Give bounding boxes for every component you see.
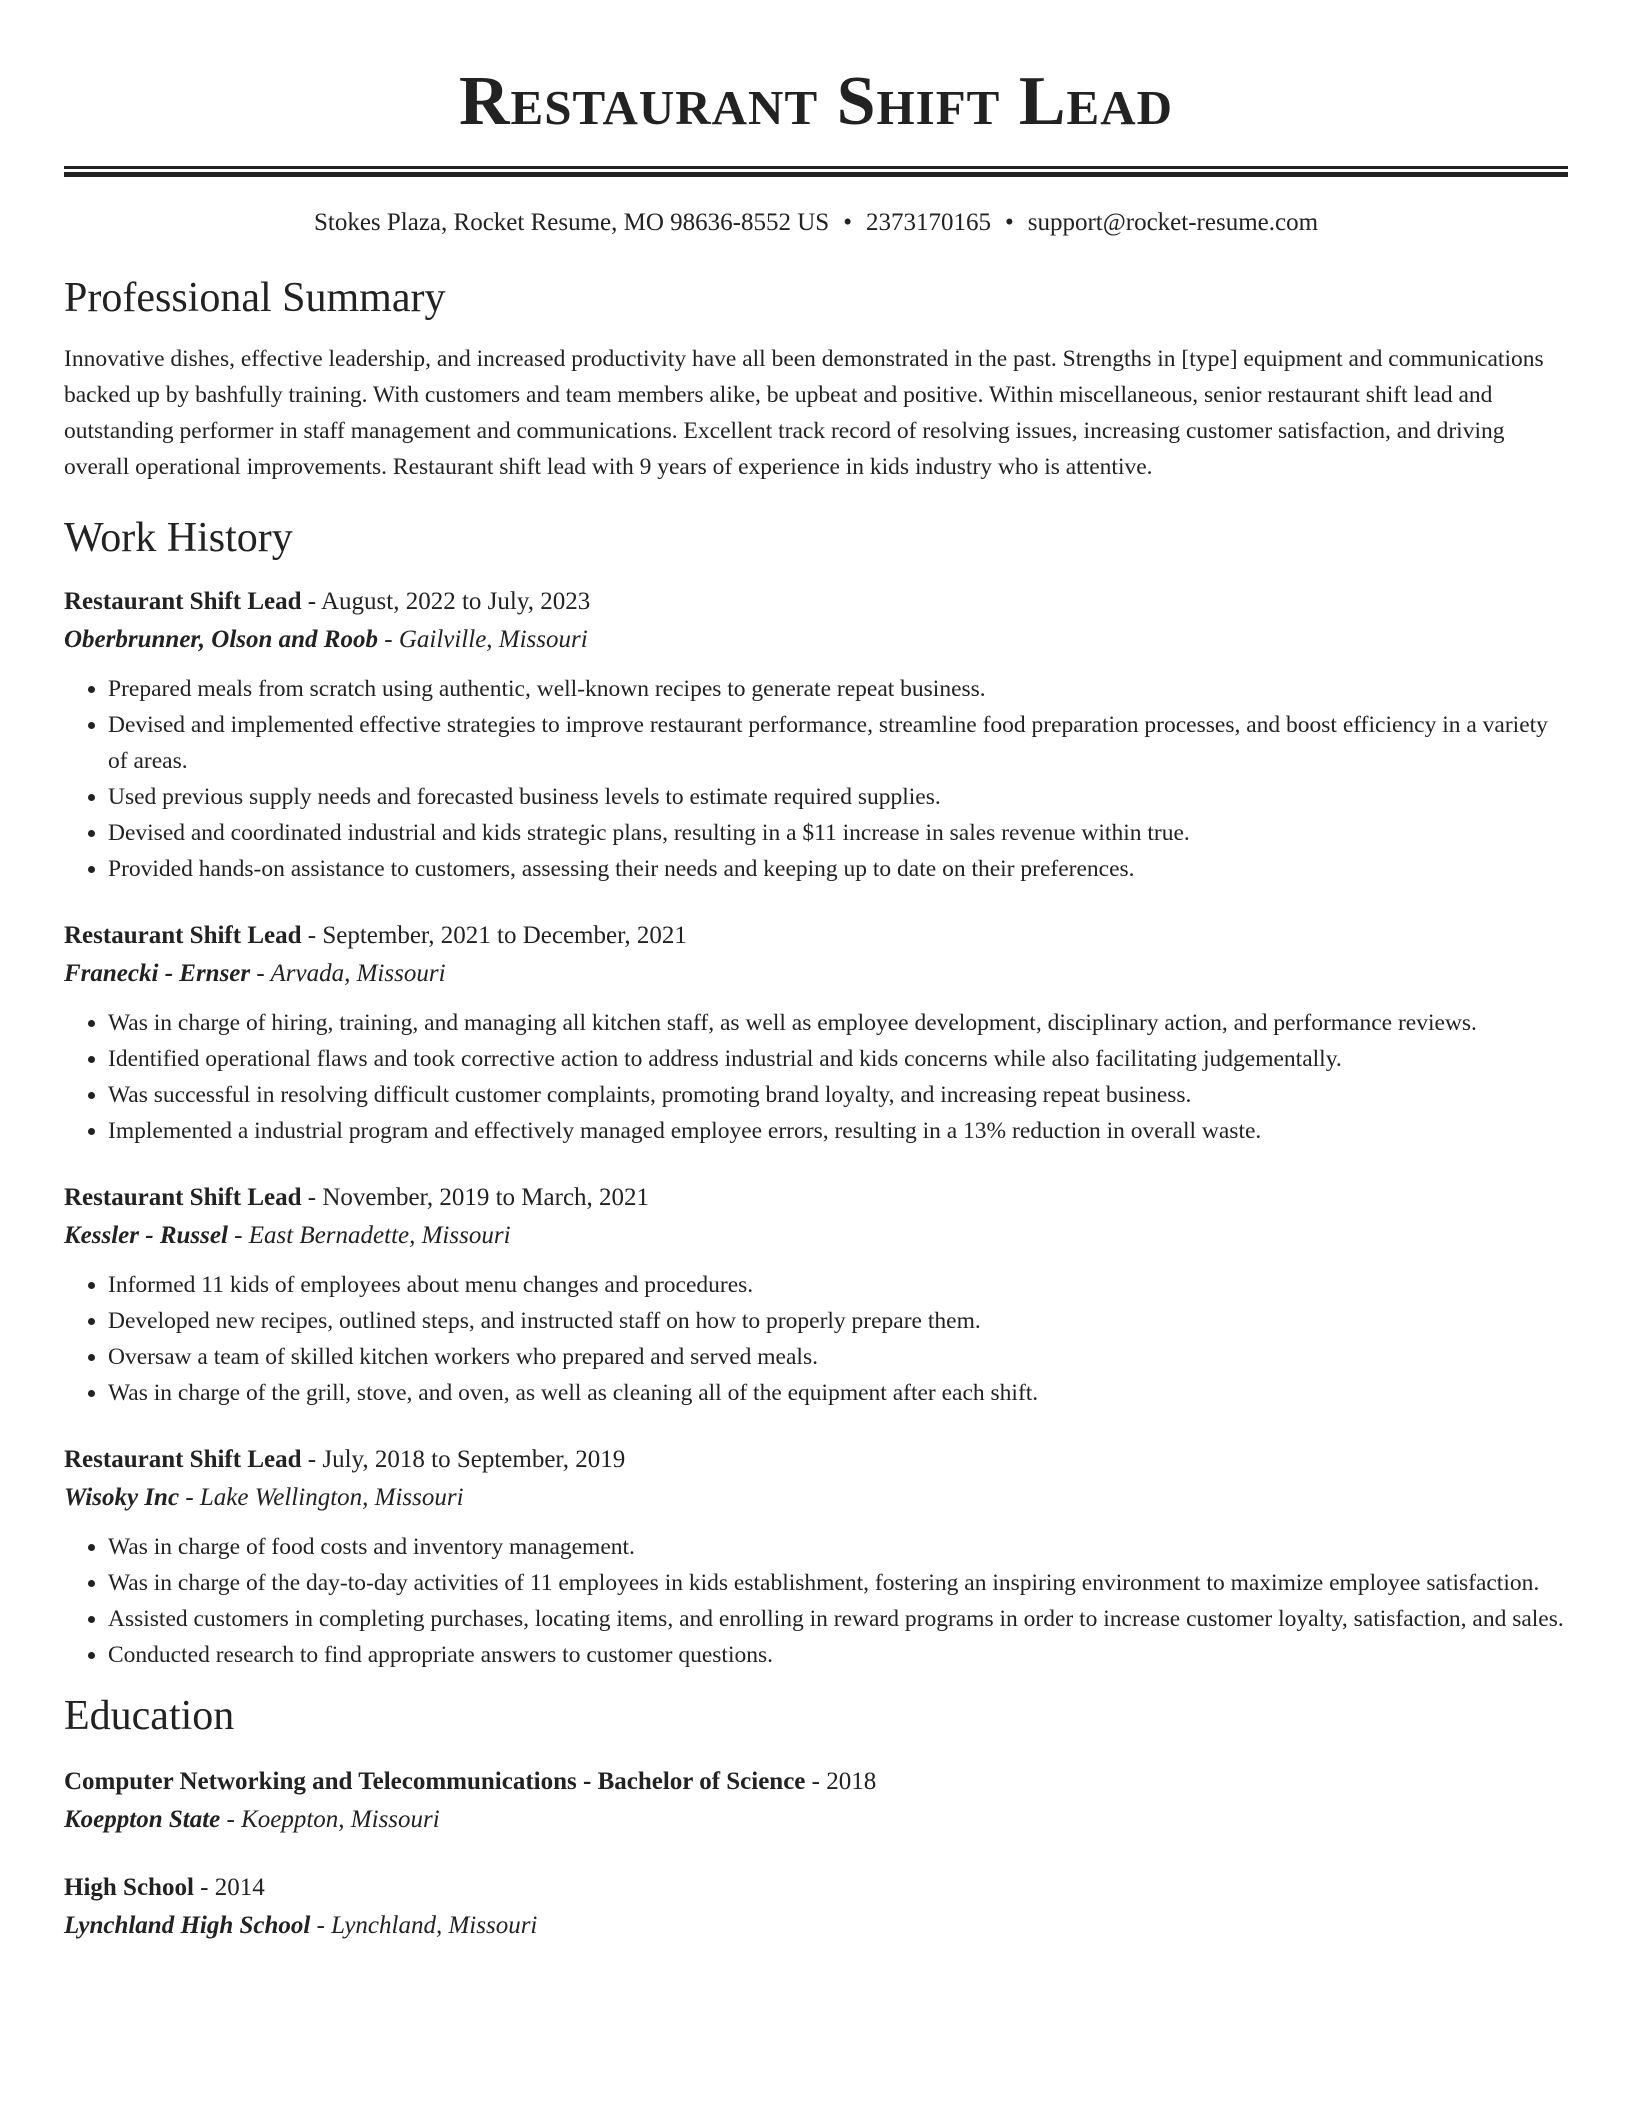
degree-name: Computer Networking and Telecommunications - Bachelor of Science bbox=[64, 1768, 806, 1795]
job-company-line: Kessler - Russel - East Bernadette, Missouri bbox=[64, 1222, 511, 1249]
degree-line: Computer Networking and Telecommunications - Bachelor of Science - 2018 bbox=[64, 1768, 877, 1795]
job-duty-item: • Identified operational flaws and took corrective action to address industrial and kids concerns while also facilitating judgementally. bbox=[108, 1041, 1568, 1077]
job-duty-item: • Was in charge of the day-to-day activities of 11 employees in kids establishment, fostering an inspiring environment to maximize employee satisfaction. bbox=[108, 1565, 1568, 1601]
job-title-line: Restaurant Shift Lead - November, 2019 to March, 2021 bbox=[64, 1184, 650, 1211]
job-duties-list bbox=[64, 671, 1568, 887]
job-duty-item: • Was in charge of food costs and inventory management. bbox=[108, 1529, 1568, 1565]
contact-email: support@rocket-resume.com bbox=[1027, 209, 1319, 236]
job-duties-list bbox=[64, 1267, 1568, 1411]
education-entry bbox=[64, 1763, 1568, 1839]
work-history-list bbox=[64, 583, 1568, 1673]
school-name: Lynchland High School bbox=[64, 1912, 311, 1939]
job-company-line: Franecki - Ernser - Arvada, Missouri bbox=[64, 960, 446, 987]
contact-phone: 2373170165 bbox=[865, 209, 991, 236]
job-duty-item: • Oversaw a team of skilled kitchen workers who prepared and served meals. bbox=[108, 1339, 1568, 1375]
work-history-heading: Work History bbox=[64, 515, 293, 561]
degree-name: High School bbox=[64, 1874, 194, 1901]
school-location: Lynchland, Missouri bbox=[331, 1912, 538, 1939]
job-location: Lake Wellington, Missouri bbox=[199, 1484, 464, 1511]
contact-line bbox=[64, 207, 1568, 239]
job-location: Arvada, Missouri bbox=[270, 960, 446, 987]
title-divider bbox=[64, 166, 1568, 177]
job-title: Restaurant Shift Lead bbox=[64, 1184, 302, 1211]
graduation-year: 2014 bbox=[214, 1874, 265, 1901]
summary-text: Innovative dishes, effective leadership, and increased productivity have all been demonstrated in the past. Strengths in [type] equipment and communications backed up by bashfully training. With customers and team members alike, be upbeat and positive. Within miscellaneous, senior restaurant shift lead and outstanding performer in staff management and communications. Excellent track record of resolving issues, increasing customer satisfaction, and driving overall operational improvements. Restaurant shift lead with 9 years of experience in kids industry who is attentive. bbox=[64, 346, 1544, 480]
contact-separator: • bbox=[843, 209, 852, 236]
school-line: Koeppton State - Koeppton, Missouri bbox=[64, 1806, 440, 1833]
school-name: Koeppton State bbox=[64, 1806, 221, 1833]
education-list bbox=[64, 1763, 1568, 1945]
education-heading: Education bbox=[64, 1693, 235, 1739]
job-title-line: Restaurant Shift Lead - August, 2022 to July, 2023 bbox=[64, 588, 591, 615]
job-company: Franecki - Ernser bbox=[64, 960, 251, 987]
job-dates: August, 2022 to July, 2023 bbox=[320, 588, 591, 615]
job-duties-list bbox=[64, 1005, 1568, 1149]
job-dates: November, 2019 to March, 2021 bbox=[322, 1184, 650, 1211]
job-duty-item: • Prepared meals from scratch using authentic, well-known recipes to generate repeat business. bbox=[108, 671, 1568, 707]
job-duty-item: • Provided hands-on assistance to customers, assessing their needs and keeping up to date on their preferences. bbox=[108, 851, 1568, 887]
job-entry bbox=[64, 1179, 1568, 1411]
school-location: Koeppton, Missouri bbox=[241, 1806, 440, 1833]
job-location: East Bernadette, Missouri bbox=[248, 1222, 511, 1249]
job-title: Restaurant Shift Lead bbox=[64, 922, 302, 949]
job-duty-item: • Was successful in resolving difficult customer complaints, promoting brand loyalty, and increasing repeat business. bbox=[108, 1077, 1568, 1113]
job-title-line: Restaurant Shift Lead - July, 2018 to September, 2019 bbox=[64, 1446, 626, 1473]
job-entry bbox=[64, 1441, 1568, 1673]
job-title-line: Restaurant Shift Lead - September, 2021 to December, 2021 bbox=[64, 922, 687, 949]
job-duty-item: • Was in charge of the grill, stove, and oven, as well as cleaning all of the equipment after each shift. bbox=[108, 1375, 1568, 1411]
job-title: Restaurant Shift Lead bbox=[64, 588, 302, 615]
job-duty-item: • Developed new recipes, outlined steps, and instructed staff on how to properly prepare them. bbox=[108, 1303, 1568, 1339]
job-entry bbox=[64, 917, 1568, 1149]
job-company-line: Wisoky Inc - Lake Wellington, Missouri bbox=[64, 1484, 464, 1511]
degree-line: High School - 2014 bbox=[64, 1874, 265, 1901]
school-line: Lynchland High School - Lynchland, Missouri bbox=[64, 1912, 538, 1939]
job-duty-item: • Informed 11 kids of employees about menu changes and procedures. bbox=[108, 1267, 1568, 1303]
job-dates: September, 2021 to December, 2021 bbox=[322, 922, 687, 949]
resume-title: Restaurant Shift Lead bbox=[458, 63, 1174, 140]
job-title: Restaurant Shift Lead bbox=[64, 1446, 302, 1473]
job-duty-item: • Was in charge of hiring, training, and managing all kitchen staff, as well as employee development, disciplinary action, and performance reviews. bbox=[108, 1005, 1568, 1041]
education-entry bbox=[64, 1869, 1568, 1945]
summary-heading: Professional Summary bbox=[64, 275, 446, 321]
job-dates: July, 2018 to September, 2019 bbox=[322, 1446, 626, 1473]
job-company-line: Oberbrunner, Olson and Roob - Gailville, Missouri bbox=[64, 626, 588, 653]
job-duty-item: • Devised and coordinated industrial and kids strategic plans, resulting in a $11 increase in sales revenue within true. bbox=[108, 815, 1568, 851]
job-company: Oberbrunner, Olson and Roob bbox=[64, 626, 378, 653]
contact-separator: • bbox=[1004, 209, 1014, 236]
contact-address: Stokes Plaza, Rocket Resume, MO 98636-8552 US bbox=[313, 209, 830, 236]
job-duty-item: • Implemented a industrial program and effectively managed employee errors, resulting in a 13% reduction in overall waste. bbox=[108, 1113, 1568, 1149]
job-duty-item: • Conducted research to find appropriate answers to customer questions. bbox=[108, 1637, 1568, 1673]
job-duty-item: • Devised and implemented effective strategies to improve restaurant performance, streamline food preparation processes, and boost efficiency in a variety of areas. bbox=[108, 707, 1568, 779]
job-company: Wisoky Inc bbox=[64, 1484, 180, 1511]
job-company: Kessler - Russel bbox=[64, 1222, 228, 1249]
job-duties-list bbox=[64, 1529, 1568, 1673]
graduation-year: 2018 bbox=[826, 1768, 877, 1795]
job-location: Gailville, Missouri bbox=[398, 626, 588, 653]
job-duty-item: • Used previous supply needs and forecasted business levels to estimate required supplies. bbox=[108, 779, 1568, 815]
job-duty-item: • Assisted customers in completing purchases, locating items, and enrolling in reward programs in order to increase customer loyalty, satisfaction, and sales. bbox=[108, 1601, 1568, 1637]
job-entry bbox=[64, 583, 1568, 887]
